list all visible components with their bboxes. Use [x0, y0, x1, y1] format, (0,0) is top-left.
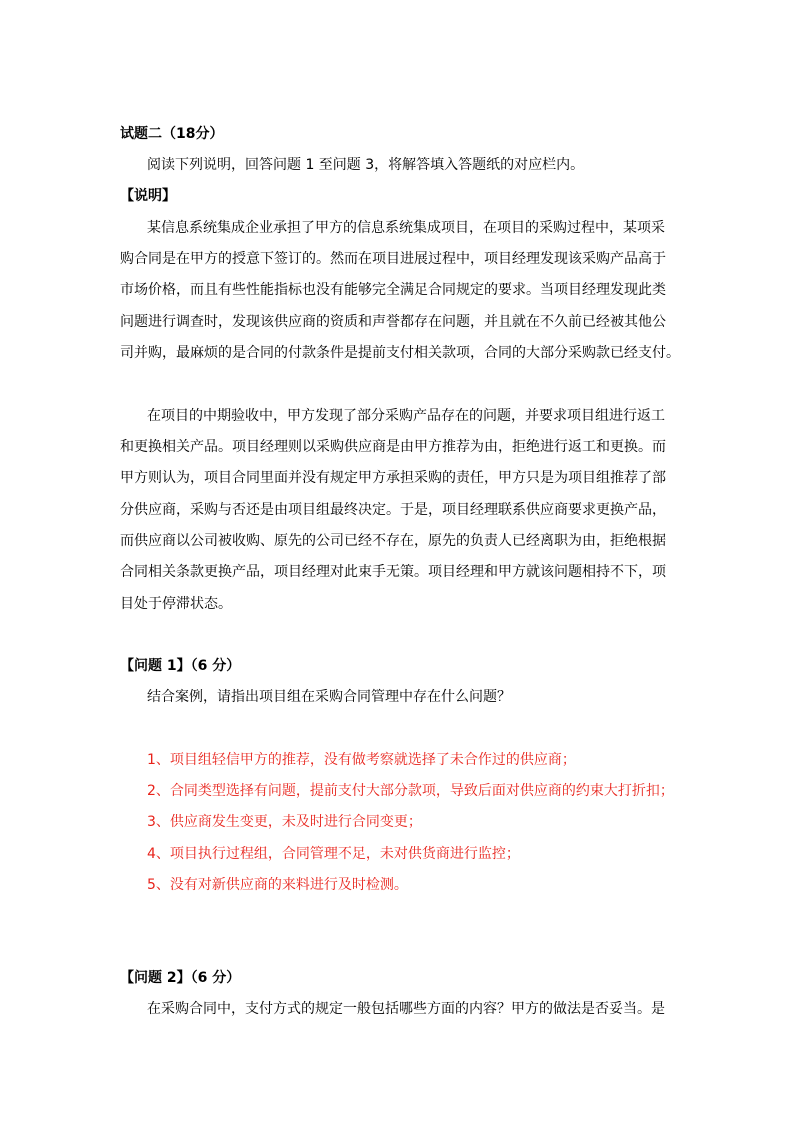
question1-answer: 3、供应商发生变更，未及时进行合同变更； [147, 814, 422, 830]
question1-answer: 4、项目执行过程组，合同管理不足，未对供货商进行监控； [147, 846, 520, 862]
paragraph2-line: 合同相关条款更换产品，项目经理对此束手无策。项目经理和甲方就该问题相持不下，项 [120, 564, 666, 580]
exam-question-title: 试题二（18分） [120, 126, 224, 142]
paragraph1-line: 某信息系统集成企业承担了甲方的信息系统集成项目，在项目的采购过程中，某项采 [147, 220, 665, 236]
paragraph2-line: 和更换相关产品。项目经理则以采购供应商是由甲方推荐为由，拒绝进行返工和更换。而 [120, 439, 666, 455]
paragraph2-line: 目处于停滞状态。 [120, 596, 232, 612]
paragraph1-line: 司并购，最麻烦的是合同的付款条件是提前支付相关款项，合同的大部分采购款已经支付。 [120, 345, 680, 361]
question2-title: 【问题 2】（6 分） [120, 970, 241, 986]
paragraph2-line: 在项目的中期验收中，甲方发现了部分采购产品存在的问题，并要求项目组进行返工 [147, 408, 665, 424]
question1-answer: 5、没有对新供应商的来料进行及时检测。 [147, 877, 408, 893]
paragraph2-line: 分供应商，采购与否还是由项目组最终决定。于是，项目经理联系供应商要求更换产品， [120, 502, 666, 518]
paragraph1-line: 市场价格，而且有些性能指标也没有能够完全满足合同规定的要求。当项目经理发现此类 [120, 282, 666, 298]
intro-text: 阅读下列说明，回答问题 1 至问题 3，将解答填入答题纸的对应栏内。 [147, 157, 585, 173]
paragraph2-line: 甲方则认为，项目合同里面并没有规定甲方承担采购的责任，甲方只是为项目组推荐了部 [120, 470, 666, 486]
paragraph1-line: 问题进行调查时，发现该供应商的资质和声誉都存在问题，并且就在不久前已经被其他公 [120, 314, 666, 330]
question1-title: 【问题 1】（6 分） [120, 658, 241, 674]
question1-answer: 1、项目组轻信甲方的推荐，没有做考察就选择了未合作过的供应商； [147, 752, 576, 768]
question1-text: 结合案例，请指出项目组在采购合同管理中存在什么问题？ [147, 689, 511, 705]
question2-text: 在采购合同中，支付方式的规定一般包括哪些方面的内容？甲方的做法是否妥当。是 [147, 1001, 665, 1017]
paragraph1-line: 购合同是在甲方的授意下签订的。然而在项目进展过程中，项目经理发现该采购产品高于 [120, 251, 666, 267]
paragraph2-line: 而供应商以公司被收购、原先的公司已经不存在，原先的负责人已经离职为由，拒绝根据 [120, 533, 666, 549]
question1-answer: 2、合同类型选择有问题，提前支付大部分款项，导致后面对供应商的约束大打折扣； [147, 783, 674, 799]
description-header: 【说明】 [120, 188, 176, 204]
